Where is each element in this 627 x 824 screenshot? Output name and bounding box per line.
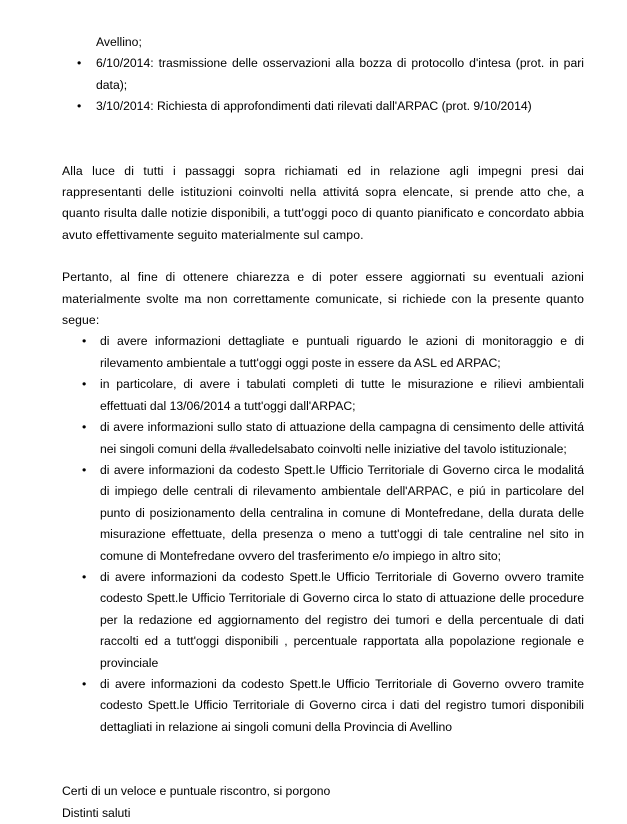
list-item <box>62 53 584 96</box>
closing-line-saluti: Distinti saluti <box>62 805 131 820</box>
paragraph-richiesta-intro: Pertanto, al fine di ottenere chiarezza e di poter essere aggiornati su eventuali azioni materialmente svolte ma non correttamente comunicate, si richiede con la presente quanto segue: <box>62 270 584 328</box>
paragraph-premessa: Alla luce di tutti i passaggi sopra richiamati ed in relazione agli impegni presi dai rappresentanti delle istituzioni coinvolti nella attivitá sopra elencate, si prende atto che, a quanto risulta dalle notizie disponibili, a tutt'oggi poco di quanto pianificato e concordato abbia avuto effettivamente seguito materialmente sul campo. <box>62 163 584 242</box>
bullet-marker-icon: • <box>77 99 82 114</box>
list-item <box>62 567 584 674</box>
list-item-text: 3/10/2014: Richiesta di approfondimenti dati rilevati dall'ARPAC (prot. 9/10/2014) <box>96 99 532 114</box>
document-body <box>62 32 584 824</box>
list-item <box>62 96 584 117</box>
list-item-text: 6/10/2014: trasmissione delle osservazioni alla bozza di protocollo d'intesa (prot. in pari data); <box>96 56 584 92</box>
list-item <box>62 417 584 460</box>
bullet-marker-icon: • <box>77 56 82 71</box>
bullet-marker-icon: • <box>82 420 87 435</box>
list-item-text: di avere informazioni da codesto Spett.le Ufficio Territoriale di Governo ovvero tramite codesto Spett.le Ufficio Territoriale di Governo circa lo stato di attuazione delle procedure per la redazione ed aggiornamento del registro dei tumori e della percentuale di dati raccolti ed a tutt'oggi disponibili , percentuale rapportata alla popolazione regionale e provinciale <box>100 569 584 670</box>
list-item <box>62 331 584 374</box>
bullet-marker-icon: • <box>82 377 87 392</box>
bullet-marker-icon: • <box>82 676 87 691</box>
spacer <box>62 738 584 781</box>
list-item-text: di avere informazioni sullo stato di attuazione della campagna di censimento delle attivitá nei singoli comuni della #valledelsabato coinvolti nelle iniziative del tavolo istituzionale; <box>100 420 584 456</box>
top-bullet-list <box>62 53 584 117</box>
bullet-marker-icon: • <box>82 462 87 477</box>
spacer <box>62 118 584 161</box>
request-bullet-list <box>62 331 584 738</box>
closing-line-riscontro: Certi di un veloce e puntuale riscontro, si porgono <box>62 784 331 799</box>
bullet-marker-icon: • <box>82 569 87 584</box>
list-item-text: di avere informazioni da codesto Spett.le Ufficio Territoriale di Governo ovvero tramite codesto Spett.le Ufficio Territoriale di Governo circa i dati del registro tumori disponibili dettagliati in relazione ai singoli comuni della Provincia di Avellino <box>100 676 584 734</box>
list-item <box>62 460 584 567</box>
bullet-marker-icon: • <box>82 334 87 349</box>
continuation-line-avellino: Avellino; <box>96 35 142 49</box>
list-item <box>62 674 584 738</box>
list-item <box>62 374 584 417</box>
list-item-text: in particolare, di avere i tabulati completi di tutte le misurazione e rilievi ambientali effettuati dal 13/06/2014 a tutt'oggi dall'ARPAC; <box>100 377 584 413</box>
list-item-text: di avere informazioni da codesto Spett.le Ufficio Territoriale di Governo circa le modalitá di impiego delle centrali di rilevamento ambientale dell'ARPAC, e piú in particolare del punto di posizionamento della centralina in comune di Montefredane, della durata delle misurazione effettuate, della presenza o meno a tutt'oggi di tale centraline nel sito in comune di Montefredane ovvero del trasferimento e/o impiego in altro sito; <box>100 462 584 563</box>
list-item-text: di avere informazioni dettagliate e puntuali riguardo le azioni di monitoraggio e di rilevamento ambientale a tutt'oggi oggi poste in essere da ASL ed ARPAC; <box>100 334 584 370</box>
spacer <box>62 246 584 267</box>
